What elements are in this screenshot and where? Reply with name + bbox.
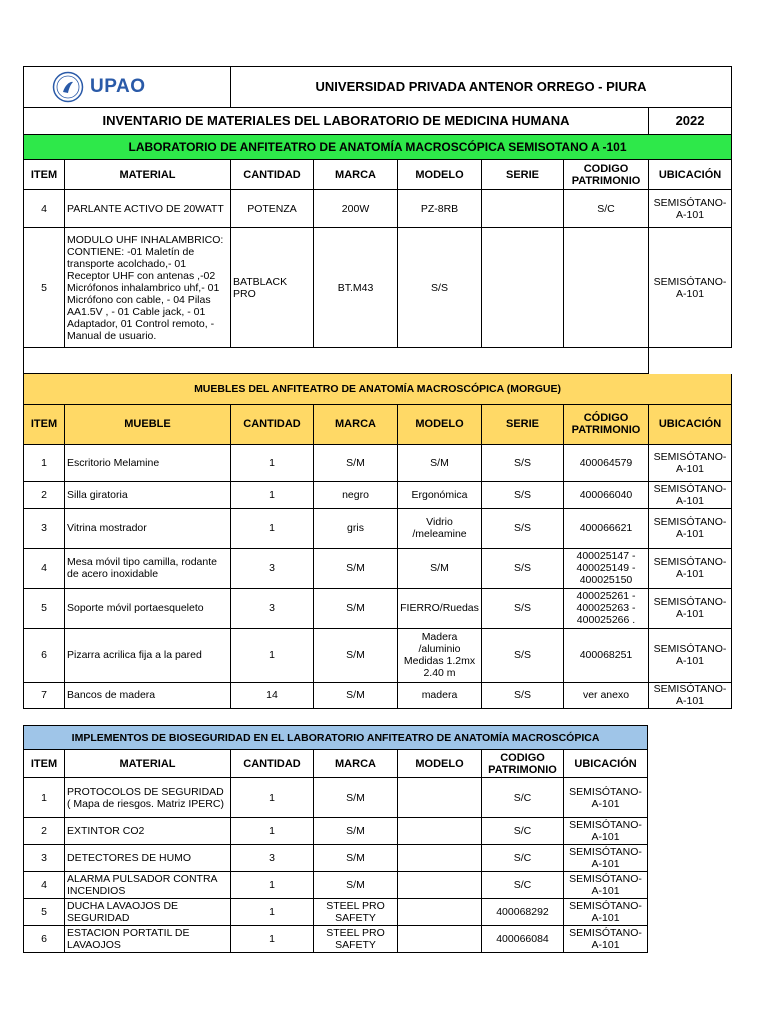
cell: FIERRO/Ruedas bbox=[398, 588, 482, 628]
table-row bbox=[24, 899, 648, 926]
cell bbox=[398, 926, 482, 953]
cell: SEMISÓTANO-A-101 bbox=[649, 444, 732, 481]
column-header: CODIGO PATRIMONIO bbox=[564, 160, 649, 190]
cell: S/M bbox=[314, 872, 398, 899]
furniture-table bbox=[23, 374, 732, 709]
inventory-year: 2022 bbox=[649, 108, 732, 135]
cell: S/M bbox=[314, 818, 398, 845]
column-header: MUEBLE bbox=[65, 404, 231, 444]
cell: S/S bbox=[482, 548, 564, 588]
table-header-row bbox=[24, 404, 732, 444]
lab-title: LABORATORIO DE ANFITEATRO DE ANATOMÍA MACROSCÓPICA SEMISOTANO A -101 bbox=[24, 135, 732, 160]
cell: 6 bbox=[24, 926, 65, 953]
cell: MODULO UHF INHALAMBRICO: CONTIENE: -01 Maletín de transporte acolchado,- 01 Receptor UHF con antenas ,-02 Micrófonos inhalambrico uhf,- 01 Micrófono con cable, - 04 Pilas AA1.5V , - 01 Cable jack, - 01 Adaptador, 01 Control remoto, - Manual de usuario. bbox=[65, 228, 231, 348]
cell: POTENZA bbox=[231, 190, 314, 228]
cell: Pizarra acrilica fija a la pared bbox=[65, 628, 231, 682]
cell: S/M bbox=[314, 778, 398, 818]
materials-table bbox=[23, 66, 732, 374]
cell: 5 bbox=[24, 588, 65, 628]
column-header: MODELO bbox=[398, 404, 482, 444]
cell: S/M bbox=[314, 628, 398, 682]
cell: 1 bbox=[24, 778, 65, 818]
empty-cell bbox=[649, 348, 732, 374]
column-header: UBICACIÓN bbox=[649, 160, 732, 190]
cell: 6 bbox=[24, 628, 65, 682]
column-header: CÓDIGO PATRIMONIO bbox=[564, 404, 649, 444]
cell: 3 bbox=[231, 588, 314, 628]
cell: 1 bbox=[231, 818, 314, 845]
cell: SEMISÓTANO-A-101 bbox=[564, 845, 648, 872]
cell: 3 bbox=[231, 548, 314, 588]
column-header: CANTIDAD bbox=[231, 404, 314, 444]
spacer-row bbox=[24, 348, 732, 374]
cell: S/S bbox=[482, 628, 564, 682]
cell: BT.M43 bbox=[314, 228, 398, 348]
cell: 400066621 bbox=[564, 508, 649, 548]
cell: SEMISÓTANO-A-101 bbox=[649, 628, 732, 682]
cell bbox=[564, 228, 649, 348]
cell: S/S bbox=[398, 228, 482, 348]
cell bbox=[398, 845, 482, 872]
cell: BATBLACK PRO bbox=[231, 228, 314, 348]
cell: EXTINTOR CO2 bbox=[65, 818, 231, 845]
cell: ver anexo bbox=[564, 682, 649, 708]
cell: gris bbox=[314, 508, 398, 548]
table-row bbox=[24, 444, 732, 481]
cell: S/S bbox=[482, 444, 564, 481]
cell: STEEL PRO SAFETY bbox=[314, 926, 398, 953]
cell: Madera /aluminio Medidas 1.2mx 2.40 m bbox=[398, 628, 482, 682]
cell: 400025147 - 400025149 - 400025150 bbox=[564, 548, 649, 588]
upao-seal-icon bbox=[52, 71, 84, 103]
table-row bbox=[24, 778, 648, 818]
column-header: CANTIDAD bbox=[231, 160, 314, 190]
cell: SEMISÓTANO-A-101 bbox=[649, 228, 732, 348]
cell: Ergonómica bbox=[398, 481, 482, 508]
cell: SEMISÓTANO-A-101 bbox=[564, 926, 648, 953]
table-row bbox=[24, 481, 732, 508]
cell: S/M bbox=[314, 444, 398, 481]
cell: 200W bbox=[314, 190, 398, 228]
cell: 14 bbox=[231, 682, 314, 708]
cell: SEMISÓTANO-A-101 bbox=[564, 818, 648, 845]
cell: SEMISÓTANO-A-101 bbox=[649, 682, 732, 708]
cell: SEMISÓTANO-A-101 bbox=[649, 548, 732, 588]
column-header: MARCA bbox=[314, 160, 398, 190]
cell: SEMISÓTANO-A-101 bbox=[649, 481, 732, 508]
cell: 1 bbox=[231, 628, 314, 682]
cell bbox=[482, 228, 564, 348]
column-header: CODIGO PATRIMONIO bbox=[482, 750, 564, 778]
cell: SEMISÓTANO-A-101 bbox=[564, 778, 648, 818]
table-row bbox=[24, 818, 648, 845]
cell: 2 bbox=[24, 481, 65, 508]
cell: 400068251 bbox=[564, 628, 649, 682]
cell: 1 bbox=[231, 481, 314, 508]
cell bbox=[398, 778, 482, 818]
cell: S/M bbox=[314, 588, 398, 628]
column-header: CANTIDAD bbox=[231, 750, 314, 778]
cell: Vidrio /meleamine bbox=[398, 508, 482, 548]
cell: Soporte móvil portaesqueleto bbox=[65, 588, 231, 628]
cell: 4 bbox=[24, 548, 65, 588]
cell: negro bbox=[314, 481, 398, 508]
cell: 400068292 bbox=[482, 899, 564, 926]
cell: PROTOCOLOS DE SEGURIDAD ( Mapa de riesgos. Matriz IPERC) bbox=[65, 778, 231, 818]
cell: 400066040 bbox=[564, 481, 649, 508]
furniture-title: MUEBLES DEL ANFITEATRO DE ANATOMÍA MACROSCÓPICA (MORGUE) bbox=[24, 374, 732, 404]
cell: 400064579 bbox=[564, 444, 649, 481]
cell: 3 bbox=[231, 845, 314, 872]
column-header: SERIE bbox=[482, 160, 564, 190]
cell: ALARMA PULSADOR CONTRA INCENDIOS bbox=[65, 872, 231, 899]
cell: 4 bbox=[24, 190, 65, 228]
column-header: MARCA bbox=[314, 750, 398, 778]
cell: STEEL PRO SAFETY bbox=[314, 899, 398, 926]
cell: 1 bbox=[24, 444, 65, 481]
cell: 1 bbox=[231, 899, 314, 926]
cell: S/C bbox=[564, 190, 649, 228]
cell: PZ-8RB bbox=[398, 190, 482, 228]
cell: S/S bbox=[482, 481, 564, 508]
cell: DETECTORES DE HUMO bbox=[65, 845, 231, 872]
cell: S/C bbox=[482, 845, 564, 872]
cell: S/M bbox=[314, 548, 398, 588]
cell: S/M bbox=[314, 682, 398, 708]
cell: 3 bbox=[24, 508, 65, 548]
column-header: UBICACIÓN bbox=[649, 404, 732, 444]
cell: 1 bbox=[231, 508, 314, 548]
cell: 2 bbox=[24, 818, 65, 845]
cell: madera bbox=[398, 682, 482, 708]
university-name: UNIVERSIDAD PRIVADA ANTENOR ORREGO - PIURA bbox=[231, 67, 732, 108]
cell: SEMISÓTANO-A-101 bbox=[649, 190, 732, 228]
cell: 1 bbox=[231, 872, 314, 899]
column-header: MATERIAL bbox=[65, 160, 231, 190]
column-header: MATERIAL bbox=[65, 750, 231, 778]
cell: S/S bbox=[482, 588, 564, 628]
cell: 1 bbox=[231, 778, 314, 818]
table-row bbox=[24, 548, 732, 588]
cell: SEMISÓTANO-A-101 bbox=[564, 872, 648, 899]
column-header: UBICACIÓN bbox=[564, 750, 648, 778]
cell: 400025261 - 400025263 - 400025266 . bbox=[564, 588, 649, 628]
table-header-row bbox=[24, 160, 732, 190]
cell bbox=[482, 190, 564, 228]
table-row bbox=[24, 872, 648, 899]
cell: 5 bbox=[24, 899, 65, 926]
biosafety-title: IMPLEMENTOS DE BIOSEGURIDAD EN EL LABORATORIO ANFITEATRO DE ANATOMÍA MACROSCÓPICA bbox=[24, 726, 648, 750]
cell: ESTACION PORTATIL DE LAVAOJOS bbox=[65, 926, 231, 953]
cell: Bancos de madera bbox=[65, 682, 231, 708]
table-row bbox=[24, 508, 732, 548]
table-header-row bbox=[24, 750, 648, 778]
cell: SEMISÓTANO-A-101 bbox=[649, 508, 732, 548]
cell: S/S bbox=[482, 508, 564, 548]
cell: PARLANTE ACTIVO DE 20WATT bbox=[65, 190, 231, 228]
cell: 4 bbox=[24, 872, 65, 899]
cell: 7 bbox=[24, 682, 65, 708]
column-header: MODELO bbox=[398, 750, 482, 778]
cell: 3 bbox=[24, 845, 65, 872]
cell: Mesa móvil tipo camilla, rodante de acero inoxidable bbox=[65, 548, 231, 588]
table-row bbox=[24, 228, 732, 348]
table-row bbox=[24, 682, 732, 708]
column-header: MODELO bbox=[398, 160, 482, 190]
cell bbox=[398, 899, 482, 926]
logo-text: UPAO bbox=[90, 76, 146, 97]
table-row bbox=[24, 588, 732, 628]
cell: S/C bbox=[482, 818, 564, 845]
cell: S/S bbox=[482, 682, 564, 708]
cell: S/C bbox=[482, 872, 564, 899]
cell: S/M bbox=[398, 444, 482, 481]
table-row bbox=[24, 628, 732, 682]
cell: S/M bbox=[314, 845, 398, 872]
column-header: ITEM bbox=[24, 404, 65, 444]
inventory-title: INVENTARIO DE MATERIALES DEL LABORATORIO DE MEDICINA HUMANA bbox=[24, 108, 649, 135]
cell: 1 bbox=[231, 926, 314, 953]
cell: Silla giratoria bbox=[65, 481, 231, 508]
column-header: SERIE bbox=[482, 404, 564, 444]
cell: SEMISÓTANO-A-101 bbox=[649, 588, 732, 628]
empty-cell bbox=[24, 348, 649, 374]
table-row bbox=[24, 926, 648, 953]
logo-cell bbox=[24, 67, 231, 108]
cell: DUCHA LAVAOJOS DE SEGURIDAD bbox=[65, 899, 231, 926]
cell bbox=[398, 872, 482, 899]
column-header: ITEM bbox=[24, 750, 65, 778]
column-header: ITEM bbox=[24, 160, 65, 190]
cell: SEMISÓTANO-A-101 bbox=[564, 899, 648, 926]
table-row bbox=[24, 845, 648, 872]
cell: 1 bbox=[231, 444, 314, 481]
table-row bbox=[24, 190, 732, 228]
cell bbox=[398, 818, 482, 845]
cell: 400066084 bbox=[482, 926, 564, 953]
column-header: MARCA bbox=[314, 404, 398, 444]
cell: Vitrina mostrador bbox=[65, 508, 231, 548]
cell: S/C bbox=[482, 778, 564, 818]
biosafety-table bbox=[23, 725, 648, 953]
cell: Escritorio Melamine bbox=[65, 444, 231, 481]
cell: S/M bbox=[398, 548, 482, 588]
cell: 5 bbox=[24, 228, 65, 348]
